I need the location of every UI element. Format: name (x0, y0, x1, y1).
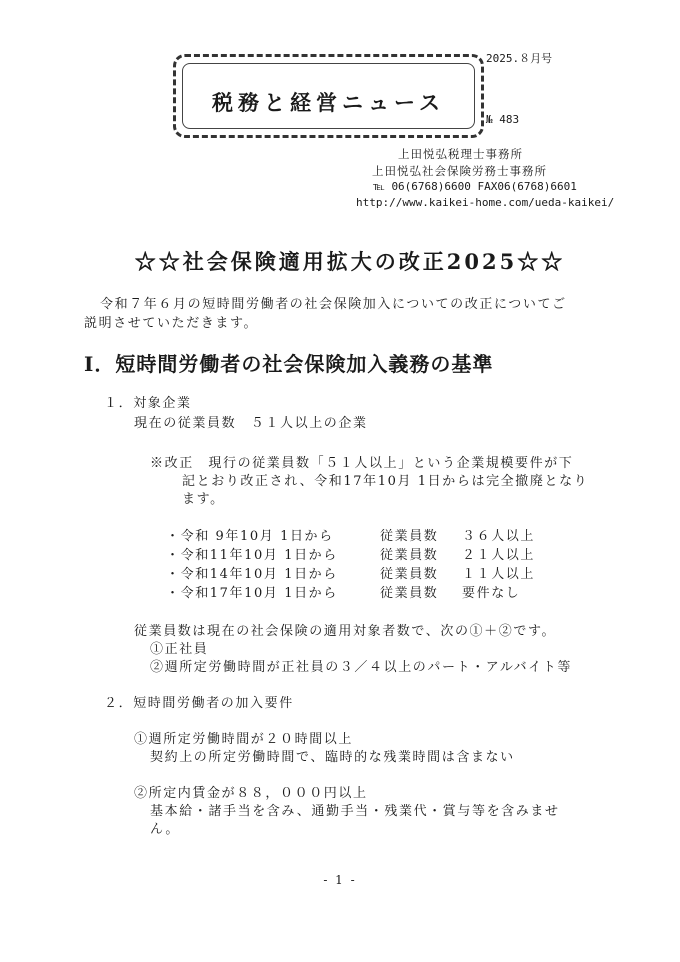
office-name-labor: 上田悦弘社会保険労務士事務所 (372, 164, 547, 178)
revision-note-line-2: 記とおり改正され、令和17年10月 1日からは完全撤廃となり (182, 474, 589, 489)
requirement-1-title: ①週所定労働時間が２０時間以上 (134, 732, 354, 747)
item2-heading: ２．短時間労働者の加入要件 (104, 696, 294, 711)
issue-date: 2025.８月号 (486, 52, 553, 65)
website-url: http://www.kaikei-home.com/ueda-kaikei/ (356, 196, 615, 209)
intro-line-2: 説明させていただきます。 (84, 316, 259, 331)
requirement-2-detail-line-1: 基本給・諸手当を含み、通勤手当・残業代・賞与等を含みませ (150, 804, 560, 819)
schedule-date: ・令和14年10月 1日から (166, 567, 338, 582)
schedule-label: 従業員数 (380, 586, 439, 601)
section-heading: Ⅰ．短時間労働者の社会保険加入義務の基準 (84, 352, 494, 376)
schedule-date: ・令和17年10月 1日から (166, 586, 338, 601)
newsletter-title: 税務と経営ニュース (212, 90, 445, 115)
page-number: - 1 - (323, 873, 357, 887)
newsletter-masthead (173, 54, 484, 138)
revision-note-line-3: ます。 (182, 492, 225, 507)
employee-count-explanation: 従業員数は現在の社会保険の適用対象者数で、次の①＋②です。 (134, 624, 557, 639)
contact-info: ℡ 06(6768)6600 FAX06(6768)6601 (373, 180, 577, 193)
schedule-label: 従業員数 (380, 548, 439, 563)
issue-number: № 483 (486, 113, 520, 126)
count-item-regular: ①正社員 (150, 642, 209, 657)
count-item-parttime: ②週所定労働時間が正社員の３／４以上のパート・アルバイト等 (150, 660, 572, 675)
schedule-value: 要件なし (462, 586, 521, 601)
schedule-date: ・令和 9年10月 1日から (166, 529, 334, 544)
document-title: ☆☆社会保険適用拡大の改正2025☆☆ (134, 249, 566, 274)
schedule-value: ２１人以上 (462, 548, 536, 563)
schedule-value: ３６人以上 (462, 529, 536, 544)
schedule-value: １１人以上 (462, 567, 536, 582)
schedule-date: ・令和11年10月 1日から (166, 548, 338, 563)
revision-note-line-1: ※改正 現行の従業員数「５１人以上」という企業規模要件が下 (150, 456, 574, 471)
item1-current-requirement: 現在の従業員数 ５１人以上の企業 (134, 416, 368, 431)
intro-line-1: 令和７年６月の短時間労働者の社会保険加入についての改正についてご (100, 297, 567, 312)
schedule-label: 従業員数 (380, 529, 439, 544)
office-name-tax: 上田悦弘税理士事務所 (398, 147, 523, 161)
requirement-2-detail-line-2: ん。 (150, 822, 180, 837)
requirement-1-detail: 契約上の所定労働時間で、臨時的な残業時間は含まない (150, 750, 515, 765)
schedule-label: 従業員数 (380, 567, 439, 582)
item1-heading: １．対象企業 (104, 396, 192, 411)
requirement-2-title: ②所定内賃金が８８，０００円以上 (134, 786, 368, 801)
